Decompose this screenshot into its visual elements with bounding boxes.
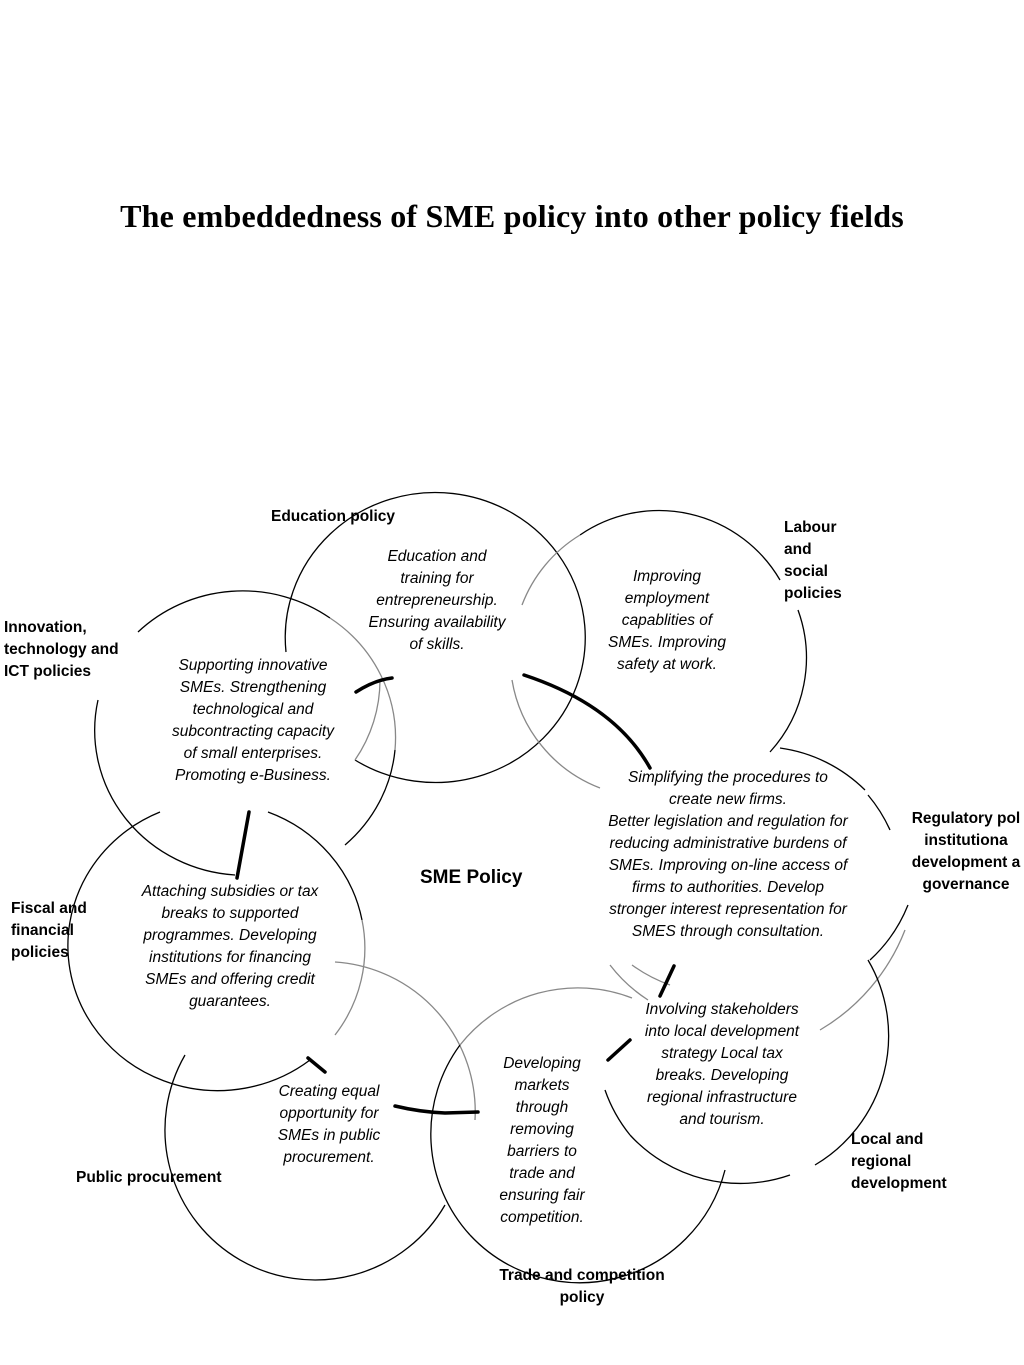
fiscal-label: Fiscal and financial policies	[11, 900, 87, 961]
education-description: Education and training for entrepreneurship. Ensuring availability of skills.	[368, 548, 506, 653]
center-label: SME Policy	[420, 867, 523, 888]
trade-circle-top	[460, 988, 632, 1045]
thick-link-procurement-trade	[395, 1106, 478, 1113]
procurement-description: Creating equal opportunity for SMEs in public procurement.	[277, 1083, 381, 1166]
thick-link-innovation-fiscal	[237, 812, 249, 878]
labour-label: Labour and social policies	[784, 519, 842, 602]
innovation-circle	[138, 591, 330, 632]
trade-circle	[431, 1045, 470, 1235]
thick-link-fiscal-procurement	[308, 1058, 325, 1072]
labour-circle-right	[770, 610, 806, 752]
trade-label: Trade and competition policy	[499, 1267, 665, 1306]
local-label: Local and regional development	[851, 1131, 947, 1192]
regulatory-circle-lower	[870, 905, 908, 960]
education-label: Education policy	[271, 508, 396, 525]
thick-link-education-regulatory	[524, 675, 650, 768]
thick-link-regulatory-local	[660, 966, 674, 996]
regulatory-circle-left	[610, 965, 648, 1000]
regulatory-label: Regulatory pol institutiona development a governance	[911, 810, 1021, 893]
labour-description: Improving employment capablities of SMEs. Improving safety at work.	[607, 568, 726, 673]
regulatory-description: Simplifying the procedures to create new firms. Better legislation and regulation for reducing administrative burdens of SMEs. Improving on-line access of firms to authorities. Develop stronger interest representation for SMES through consultation.	[608, 769, 848, 940]
local-circle-top	[632, 965, 670, 985]
fiscal-description: Attaching subsidies or tax breaks to supported programmes. Developing institutions for financing SMEs and offering credit guarantees.	[141, 883, 319, 1010]
innovation-description: Supporting innovative SMEs. Strengthening technological and subcontracting capacity of small enterprises. Promoting e-Business.	[172, 657, 334, 784]
trade-description: Developing markets through removing barriers to trade and ensuring fair competition.	[499, 1055, 585, 1226]
page-title: The embeddedness of SME policy into other policy fields	[120, 198, 904, 234]
procurement-label: Public procurement	[76, 1169, 222, 1186]
labour-circle-inner	[512, 680, 600, 788]
fiscal-circle-right-grey	[335, 920, 365, 1035]
innovation-label: Innovation, technology and ICT policies	[4, 619, 119, 680]
local-circle-bottom	[630, 1135, 790, 1183]
local-description: Involving stakeholders into local development strategy Local tax breaks. Developing regional infrastructure and tourism.	[644, 1001, 800, 1128]
regulatory-circle-inner	[820, 930, 905, 1030]
regulatory-circle-right	[868, 795, 890, 830]
